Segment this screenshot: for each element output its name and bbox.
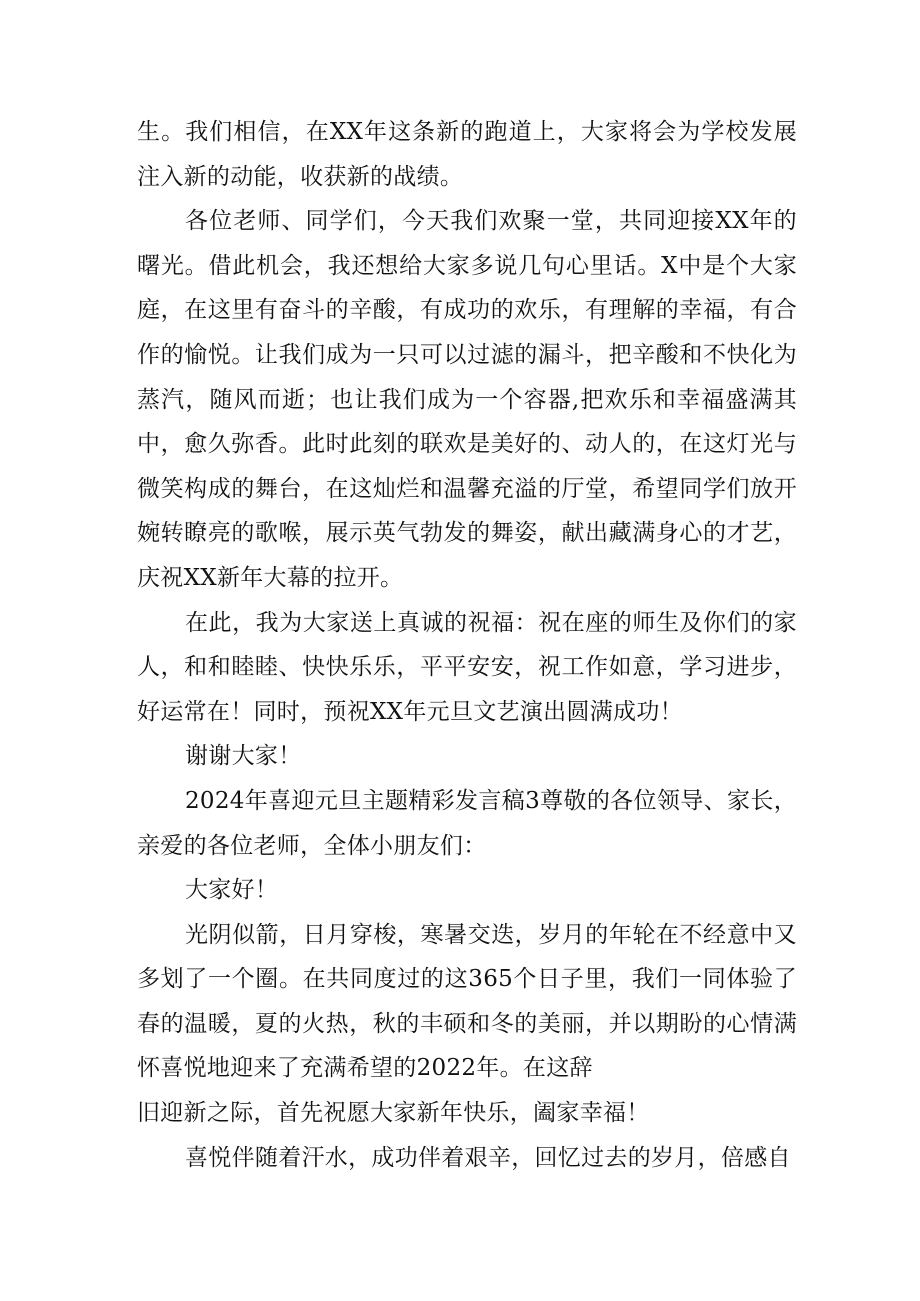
paragraph-5: 2024年喜迎元旦主题精彩发言稿3尊敬的各位领导、家长，亲爱的各位老师，全体小朋友们： — [137, 787, 797, 859]
paragraph-4: 谢谢大家！ — [185, 743, 302, 770]
paragraph-7: 光阴似箭，日月穿梭，寒暑交迭，岁月的年轮在不经意中又多划了一个圈。在共同度过的这365个日子里，我们一同体验了春的温暖，夏的火热，秋的丰硕和冬的美丽，并以期盼的心情满怀喜悦地迎来了充满希望的2022年。在这辞 — [137, 921, 797, 1082]
paragraph-2: 各位老师、同学们，今天我们欢聚一堂，共同迎接XX年的曙光。借此机会，我还想给大家多说几句心里话。X中是个大家庭，在这里有奋斗的辛酸，有成功的欢乐，有理解的幸福，有合作的愉悦。让我们成为一只可以过滤的漏斗，把辛酸和不快化为蒸汽，随风而逝；也让我们成为一个容器,把欢乐和幸福盛满其中，愈久弥香。此时此刻的联欢是美好的、动人的，在这灯光与微笑构成的舞台，在这灿烂和温馨充溢的厅堂，希望同学们放开婉转瞭亮的歌喉，展示英气勃发的舞姿，献出藏满身心的才艺，庆祝XX新年大幕的拉开。 — [137, 208, 797, 591]
document-body — [137, 110, 797, 1180]
paragraph-8: 旧迎新之际，首先祝愿大家新年快乐，阖家幸福！ — [137, 1100, 650, 1127]
paragraph-3: 在此，我为大家送上真诚的祝福：祝在座的师生及你们的家人，和和睦睦、快快乐乐，平平安安，祝工作如意，学习进步，好运常在！同时，预祝XX年元旦文艺演出圆满成功！ — [137, 609, 797, 725]
paragraph-1: 生。我们相信，在XX年这条新的跑道上，大家将会为学校发展注入新的动能，收获新的战绩。 — [137, 119, 797, 190]
paragraph-6: 大家好！ — [185, 877, 279, 904]
paragraph-9: 喜悦伴随着汗水，成功伴着艰辛，回忆过去的岁月，倍感自 — [185, 1144, 791, 1171]
